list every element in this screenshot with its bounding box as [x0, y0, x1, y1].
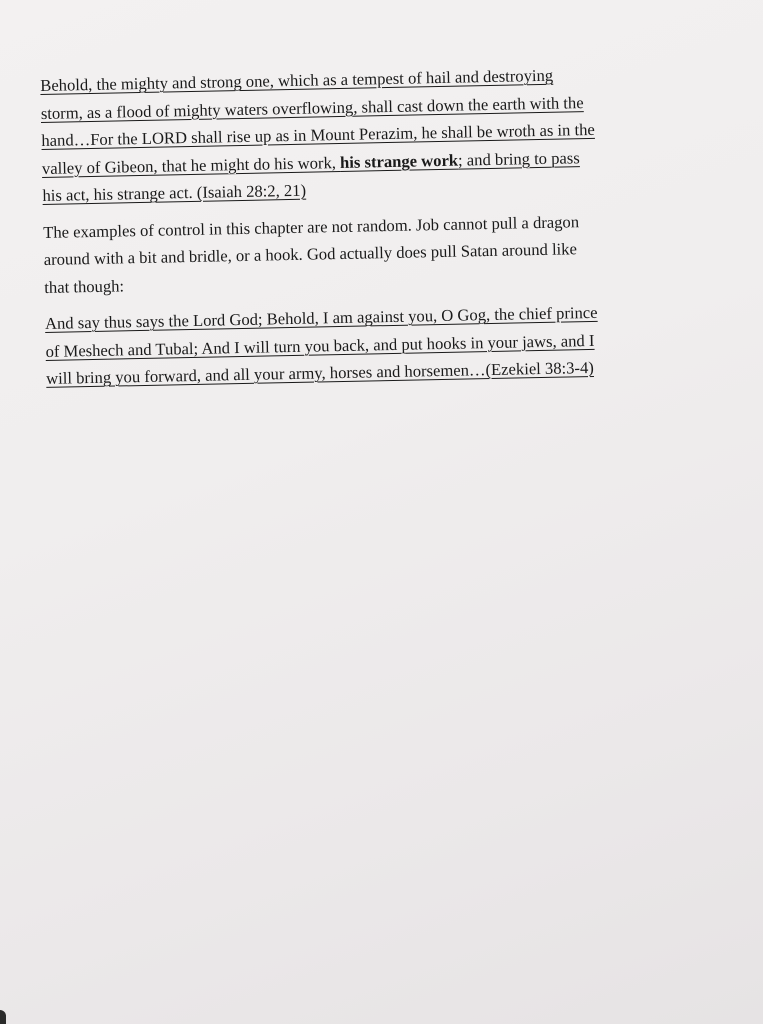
quote-line: hand…For the LORD shall rise up as in Mount Perazim, he shall be wroth as in the: [41, 119, 595, 150]
body-line: around with a bit and bridle, or a hook. God actually does pull Satan around like: [43, 239, 578, 269]
quote-line: his act, his strange act. (Isaiah 28:2, 21): [42, 180, 307, 205]
quote-line: And say thus says the Lord God; Behold, I am against you, O Gog, the chief prince: [44, 302, 598, 333]
body-line: The examples of control in this chapter are not random. Job cannot pull a dragon: [43, 211, 580, 242]
quote-line: of Meshech and Tubal; And I will turn you back, and put hooks in your jaws, and I: [45, 330, 595, 361]
corner-shadow: [0, 1010, 6, 1024]
isaiah-quote: [40, 58, 755, 210]
quote-line: storm, as a flood of mighty waters overflowing, shall cast down the earth with the: [40, 92, 584, 123]
quote-text: ; and bring to pass: [457, 147, 580, 170]
body-line: that though:: [44, 275, 125, 297]
commentary-paragraph: [43, 204, 757, 301]
emphasized-text: his strange work: [339, 150, 459, 172]
ezekiel-quote: [45, 296, 759, 393]
document-text: [40, 58, 758, 402]
quote-line: will bring you forward, and all your army, horses and horsemen…(Ezekiel 38:3-4): [45, 357, 594, 388]
quote-text: valley of Gibeon, that he might do his work,: [41, 152, 341, 178]
quote-line: Behold, the mighty and strong one, which as a tempest of hail and destroying: [40, 65, 554, 95]
